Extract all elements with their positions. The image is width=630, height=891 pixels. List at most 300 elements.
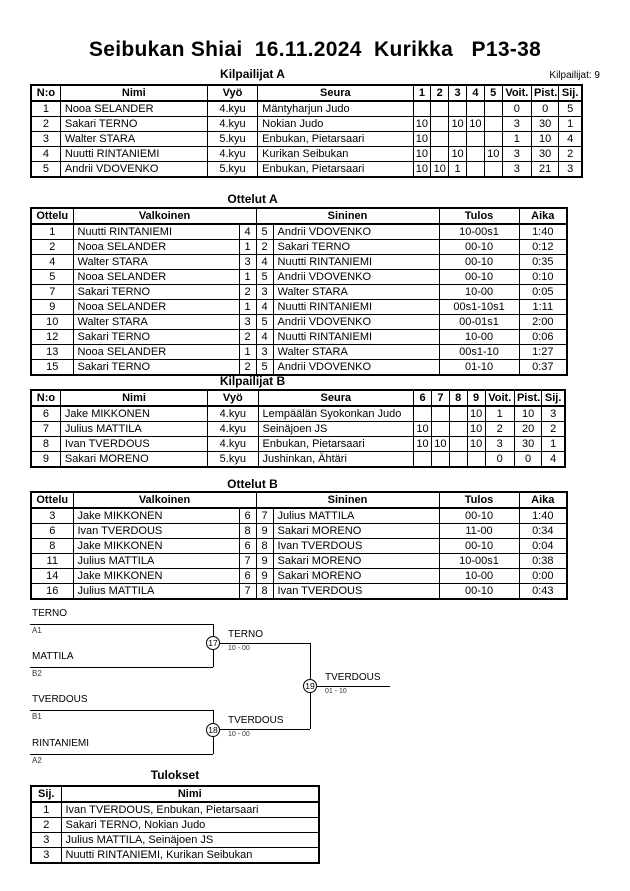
- points-cell: 0: [514, 452, 541, 468]
- header-no: N:o: [31, 390, 60, 406]
- header-blue: Sininen: [256, 492, 439, 508]
- white-name: Jake MIKKONEN: [73, 569, 239, 584]
- result-cell: 10: [414, 422, 432, 437]
- result-cell: 10: [467, 406, 485, 422]
- bracket-winner-label: TVERDOUS: [325, 672, 381, 683]
- competitor-number: 9: [31, 452, 60, 468]
- blue-name: Sakari MORENO: [273, 524, 439, 539]
- kilpailijat-a-table: [30, 84, 583, 178]
- header-opp-9: 9: [467, 390, 485, 406]
- blue-number: 4: [256, 300, 273, 315]
- time-value: 0:34: [519, 524, 567, 539]
- competitor-number: 3: [31, 132, 60, 147]
- white-name: Jake MIKKONEN: [73, 508, 239, 524]
- white-number: 6: [239, 508, 256, 524]
- match-number: 13: [31, 345, 73, 360]
- white-number: 1: [239, 240, 256, 255]
- result-value: 10-00: [439, 330, 519, 345]
- result-cell: [431, 101, 449, 117]
- match-row: [31, 300, 567, 315]
- header-result: Tulos: [439, 208, 519, 224]
- match-number: 5: [31, 270, 73, 285]
- match-row: [31, 345, 567, 360]
- ottelut-a-table: [30, 207, 568, 376]
- match-row: [31, 569, 567, 584]
- result-cell: 1: [449, 162, 467, 178]
- result-cell: [466, 147, 484, 162]
- competitor-row: [31, 437, 565, 452]
- match-number: 12: [31, 330, 73, 345]
- wins-cell: 0: [502, 101, 531, 117]
- table-header-row: [31, 390, 565, 406]
- white-number: 2: [239, 360, 256, 376]
- competitor-number: 1: [31, 101, 60, 117]
- wins-cell: 3: [502, 147, 531, 162]
- points-cell: 0: [532, 101, 559, 117]
- bracket-match-circle: 19: [303, 679, 317, 693]
- wins-cell: 3: [502, 162, 531, 178]
- match-number: 2: [31, 240, 73, 255]
- result-cell: [484, 101, 502, 117]
- white-name: Nooa SELANDER: [73, 270, 239, 285]
- header-opp-2: 2: [431, 85, 449, 101]
- time-value: 0:12: [519, 240, 567, 255]
- bracket-seed-label: B2: [32, 669, 42, 678]
- match-row: [31, 240, 567, 255]
- header-white: Valkoinen: [73, 492, 256, 508]
- ottelut-b-table: [30, 491, 568, 600]
- competitor-name: Andrii VDOVENKO: [60, 162, 207, 178]
- competitor-belt: 4.kyu: [208, 422, 258, 437]
- blue-number: 4: [256, 330, 273, 345]
- competitor-club: Mäntyharjun Judo: [258, 101, 413, 117]
- result-cell: 10: [413, 117, 431, 132]
- header-rank: Sij.: [559, 85, 582, 101]
- header-name: Nimi: [61, 786, 319, 802]
- time-value: 1:40: [519, 224, 567, 240]
- blue-name: Ivan TVERDOUS: [273, 539, 439, 554]
- competitor-row: [31, 117, 582, 132]
- result-cell: 10: [431, 437, 449, 452]
- bracket-seed-label: B1: [32, 712, 42, 721]
- result-name: Nuutti RINTANIEMI, Kurikan Seibukan: [61, 848, 319, 864]
- white-number: 6: [239, 539, 256, 554]
- result-cell: [484, 117, 502, 132]
- points-cell: 10: [514, 406, 541, 422]
- result-value: 00-10: [439, 539, 519, 554]
- rank-cell: 3: [31, 833, 61, 848]
- bracket-competitor-label: TERNO: [32, 608, 67, 619]
- white-name: Nooa SELANDER: [73, 345, 239, 360]
- result-cell: [467, 452, 485, 468]
- competitor-club: Seinäjoen JS: [258, 422, 414, 437]
- bracket-winner-label: TERNO: [228, 629, 263, 640]
- match-number: 3: [31, 508, 73, 524]
- match-number: 9: [31, 300, 73, 315]
- result-cell: 10: [484, 147, 502, 162]
- white-name: Walter STARA: [73, 315, 239, 330]
- competitor-belt: 5.kyu: [207, 162, 257, 178]
- result-cell: [431, 452, 449, 468]
- bracket-line: [30, 624, 213, 625]
- competitor-club: Lempäälän Syokonkan Judo: [258, 406, 414, 422]
- blue-number: 2: [256, 240, 273, 255]
- result-cell: 10: [413, 162, 431, 178]
- blue-number: 3: [256, 285, 273, 300]
- white-name: Sakari TERNO: [73, 330, 239, 345]
- white-name: Sakari TERNO: [73, 285, 239, 300]
- blue-name: Andrii VDOVENKO: [273, 360, 439, 376]
- time-value: 1:11: [519, 300, 567, 315]
- wins-cell: 1: [502, 132, 531, 147]
- competitor-number: 8: [31, 437, 60, 452]
- time-value: 0:05: [519, 285, 567, 300]
- header-match: Ottelu: [31, 208, 73, 224]
- rank-cell: 1: [31, 802, 61, 818]
- competitor-belt: 4.kyu: [207, 147, 257, 162]
- result-cell: 10: [449, 117, 467, 132]
- blue-number: 5: [256, 270, 273, 285]
- competitor-row: [31, 101, 582, 117]
- time-value: 2:00: [519, 315, 567, 330]
- time-value: 0:38: [519, 554, 567, 569]
- rank-cell: 3: [31, 848, 61, 864]
- rank-cell: 2: [542, 422, 565, 437]
- result-value: 00-10: [439, 255, 519, 270]
- white-name: Jake MIKKONEN: [73, 539, 239, 554]
- result-cell: 10: [467, 422, 485, 437]
- rank-cell: 1: [559, 117, 582, 132]
- blue-number: 4: [256, 255, 273, 270]
- blue-name: Walter STARA: [273, 285, 439, 300]
- competitor-row: [31, 162, 582, 178]
- white-name: Julius MATTILA: [73, 584, 239, 600]
- competitor-club: Enbukan, Pietarsaari: [258, 132, 413, 147]
- result-cell: [466, 162, 484, 178]
- result-cell: [484, 132, 502, 147]
- blue-number: 7: [256, 508, 273, 524]
- match-number: 6: [31, 524, 73, 539]
- result-value: 10-00s1: [439, 554, 519, 569]
- header-opp-1: 1: [413, 85, 431, 101]
- bracket-seed-label: A2: [32, 756, 42, 765]
- time-value: 0:06: [519, 330, 567, 345]
- points-cell: 30: [532, 147, 559, 162]
- match-row: [31, 584, 567, 600]
- result-value: 00s1-10: [439, 345, 519, 360]
- result-cell: [449, 132, 467, 147]
- competitor-name: Sakari TERNO: [60, 117, 207, 132]
- result-cell: [466, 101, 484, 117]
- result-cell: 10: [466, 117, 484, 132]
- bracket-line: [30, 710, 213, 711]
- result-row: [31, 802, 319, 818]
- match-row: [31, 315, 567, 330]
- result-cell: 10: [413, 132, 431, 147]
- result-cell: [431, 132, 449, 147]
- competitor-number: 7: [31, 422, 60, 437]
- white-number: 2: [239, 330, 256, 345]
- rank-cell: 4: [559, 132, 582, 147]
- header-opp-8: 8: [449, 390, 467, 406]
- match-row: [31, 285, 567, 300]
- table-header-row: [31, 208, 567, 224]
- header-belt: Vyö: [207, 85, 257, 101]
- competitors-count-label: Kilpailijat: 9: [549, 70, 600, 81]
- blue-name: Nuutti RINTANIEMI: [273, 300, 439, 315]
- section-heading-ottelut-a: Ottelut A: [227, 192, 278, 206]
- result-cell: 10: [467, 437, 485, 452]
- result-value: 11-00: [439, 524, 519, 539]
- competitor-club: Kurikan Seibukan: [258, 147, 413, 162]
- rank-cell: 1: [542, 437, 565, 452]
- result-cell: [431, 422, 449, 437]
- competitor-name: Nooa SELANDER: [60, 101, 207, 117]
- header-opp-7: 7: [431, 390, 449, 406]
- white-number: 1: [239, 270, 256, 285]
- result-cell: [449, 422, 467, 437]
- competitor-number: 4: [31, 147, 60, 162]
- result-value: 00-10: [439, 584, 519, 600]
- wins-cell: 3: [502, 117, 531, 132]
- white-number: 2: [239, 285, 256, 300]
- header-opp-3: 3: [449, 85, 467, 101]
- match-number: 15: [31, 360, 73, 376]
- competitor-row: [31, 406, 565, 422]
- match-row: [31, 270, 567, 285]
- result-cell: 10: [449, 147, 467, 162]
- blue-number: 9: [256, 524, 273, 539]
- blue-name: Sakari MORENO: [273, 554, 439, 569]
- header-no: N:o: [31, 85, 60, 101]
- white-number: 1: [239, 300, 256, 315]
- competitor-belt: 4.kyu: [207, 117, 257, 132]
- section-heading-kilpailijat-a: Kilpailijat A: [220, 67, 285, 81]
- bracket-line: [317, 686, 390, 687]
- white-name: Walter STARA: [73, 255, 239, 270]
- rank-cell: 3: [559, 162, 582, 178]
- points-cell: 30: [514, 437, 541, 452]
- competitor-belt: 5.kyu: [208, 452, 258, 468]
- result-cell: [449, 101, 467, 117]
- competitor-name: Sakari MORENO: [60, 452, 207, 468]
- time-value: 1:40: [519, 508, 567, 524]
- time-value: 0:37: [519, 360, 567, 376]
- header-match: Ottelu: [31, 492, 73, 508]
- competitor-number: 6: [31, 406, 60, 422]
- blue-number: 5: [256, 224, 273, 240]
- blue-number: 5: [256, 360, 273, 376]
- rank-cell: 2: [559, 147, 582, 162]
- competitor-club: Enbukan, Pietarsaari: [258, 437, 414, 452]
- header-name: Nimi: [60, 85, 207, 101]
- header-points: Pist.: [514, 390, 541, 406]
- result-name: Ivan TVERDOUS, Enbukan, Pietarsaari: [61, 802, 319, 818]
- wins-cell: 0: [485, 452, 514, 468]
- white-number: 1: [239, 345, 256, 360]
- competitor-name: Jake MIKKONEN: [60, 406, 207, 422]
- blue-name: Andrii VDOVENKO: [273, 224, 439, 240]
- result-cell: 10: [414, 437, 432, 452]
- points-cell: 20: [514, 422, 541, 437]
- white-name: Nuutti RINTANIEMI: [73, 224, 239, 240]
- result-cell: 10: [431, 162, 449, 178]
- bracket-seed-label: A1: [32, 626, 42, 635]
- result-value: 10-00: [439, 569, 519, 584]
- result-cell: 10: [413, 147, 431, 162]
- result-cell: [413, 101, 431, 117]
- time-value: 0:43: [519, 584, 567, 600]
- time-value: 0:35: [519, 255, 567, 270]
- competitor-belt: 4.kyu: [208, 406, 258, 422]
- white-number: 3: [239, 315, 256, 330]
- white-number: 8: [239, 524, 256, 539]
- white-name: Ivan TVERDOUS: [73, 524, 239, 539]
- competitor-name: Julius MATTILA: [60, 422, 207, 437]
- section-heading-ottelut-b: Ottelut B: [227, 477, 278, 491]
- match-number: 1: [31, 224, 73, 240]
- rank-cell: 4: [542, 452, 565, 468]
- match-row: [31, 554, 567, 569]
- bracket-line: [30, 754, 213, 755]
- points-cell: 30: [532, 117, 559, 132]
- bracket-line: [220, 643, 310, 644]
- competitor-name: Ivan TVERDOUS: [60, 437, 207, 452]
- result-value: 10-00: [439, 285, 519, 300]
- bracket-score-label: 10 - 00: [228, 731, 250, 738]
- white-name: Nooa SELANDER: [73, 300, 239, 315]
- header-opp-4: 4: [466, 85, 484, 101]
- header-points: Pist.: [532, 85, 559, 101]
- white-number: 4: [239, 224, 256, 240]
- result-row: [31, 848, 319, 864]
- competitor-number: 2: [31, 117, 60, 132]
- blue-name: Sakari MORENO: [273, 569, 439, 584]
- time-value: 0:10: [519, 270, 567, 285]
- blue-number: 9: [256, 569, 273, 584]
- blue-number: 9: [256, 554, 273, 569]
- competitor-name: Walter STARA: [60, 132, 207, 147]
- section-heading-kilpailijat-b: Kilpailijat B: [219, 374, 286, 388]
- time-value: 1:27: [519, 345, 567, 360]
- header-rank: Sij.: [542, 390, 565, 406]
- result-value: 00-10: [439, 508, 519, 524]
- header-opp-5: 5: [484, 85, 502, 101]
- points-cell: 21: [532, 162, 559, 178]
- result-value: 00-10: [439, 270, 519, 285]
- bracket-line: [30, 667, 213, 668]
- result-value: 00s1-10s1: [439, 300, 519, 315]
- rank-cell: 2: [31, 818, 61, 833]
- competitor-name: Nuutti RINTANIEMI: [60, 147, 207, 162]
- competitor-row: [31, 132, 582, 147]
- result-value: 01-10: [439, 360, 519, 376]
- match-number: 4: [31, 255, 73, 270]
- header-name: Nimi: [60, 390, 207, 406]
- competitor-club: Nokian Judo: [258, 117, 413, 132]
- result-value: 10-00s1: [439, 224, 519, 240]
- white-name: Julius MATTILA: [73, 554, 239, 569]
- blue-name: Walter STARA: [273, 345, 439, 360]
- rank-cell: 3: [542, 406, 565, 422]
- competitor-number: 5: [31, 162, 60, 178]
- white-number: 7: [239, 584, 256, 600]
- blue-number: 8: [256, 584, 273, 600]
- competitor-belt: 4.kyu: [207, 101, 257, 117]
- header-result: Tulos: [439, 492, 519, 508]
- competitor-belt: 4.kyu: [208, 437, 258, 452]
- match-row: [31, 524, 567, 539]
- time-value: 0:04: [519, 539, 567, 554]
- result-name: Sakari TERNO, Nokian Judo: [61, 818, 319, 833]
- blue-name: Nuutti RINTANIEMI: [273, 255, 439, 270]
- match-row: [31, 508, 567, 524]
- result-cell: [449, 452, 467, 468]
- blue-number: 5: [256, 315, 273, 330]
- competitor-row: [31, 452, 565, 468]
- blue-name: Andrii VDOVENKO: [273, 315, 439, 330]
- header-rank: Sij.: [31, 786, 61, 802]
- competitor-club: Jushinkan, Ähtäri: [258, 452, 414, 468]
- match-number: 11: [31, 554, 73, 569]
- match-number: 7: [31, 285, 73, 300]
- match-row: [31, 224, 567, 240]
- match-row: [31, 360, 567, 376]
- section-heading-tulokset: Tulokset: [150, 768, 200, 782]
- bracket-winner-label: TVERDOUS: [228, 715, 284, 726]
- result-cell: [466, 132, 484, 147]
- header-club: Seura: [258, 390, 414, 406]
- rank-cell: 5: [559, 101, 582, 117]
- result-cell: [484, 162, 502, 178]
- header-club: Seura: [258, 85, 413, 101]
- table-header-row: [31, 786, 319, 802]
- header-opp-6: 6: [414, 390, 432, 406]
- result-cell: [449, 437, 467, 452]
- result-value: 00-01s1: [439, 315, 519, 330]
- time-value: 0:00: [519, 569, 567, 584]
- page-title: Seibukan Shiai 16.11.2024 Kurikka P13-38: [88, 38, 542, 61]
- competitor-row: [31, 422, 565, 437]
- table-header-row: [31, 492, 567, 508]
- header-belt: Vyö: [208, 390, 258, 406]
- result-cell: [449, 406, 467, 422]
- header-time: Aika: [519, 208, 567, 224]
- bracket-match-circle: 18: [206, 723, 220, 737]
- result-cell: [414, 406, 432, 422]
- table-header-row: [31, 85, 582, 101]
- header-blue: Sininen: [256, 208, 439, 224]
- bracket-competitor-label: MATTILA: [32, 651, 74, 662]
- white-number: 6: [239, 569, 256, 584]
- elimination-bracket: [30, 602, 460, 770]
- blue-name: Sakari TERNO: [273, 240, 439, 255]
- result-name: Julius MATTILA, Seinäjoen JS: [61, 833, 319, 848]
- match-row: [31, 330, 567, 345]
- bracket-score-label: 10 - 00: [228, 645, 250, 652]
- header-time: Aika: [519, 492, 567, 508]
- result-row: [31, 818, 319, 833]
- wins-cell: 3: [485, 437, 514, 452]
- wins-cell: 2: [485, 422, 514, 437]
- blue-name: Julius MATTILA: [273, 508, 439, 524]
- result-cell: [431, 406, 449, 422]
- white-number: 3: [239, 255, 256, 270]
- match-row: [31, 539, 567, 554]
- bracket-competitor-label: TVERDOUS: [32, 694, 88, 705]
- blue-name: Nuutti RINTANIEMI: [273, 330, 439, 345]
- match-number: 8: [31, 539, 73, 554]
